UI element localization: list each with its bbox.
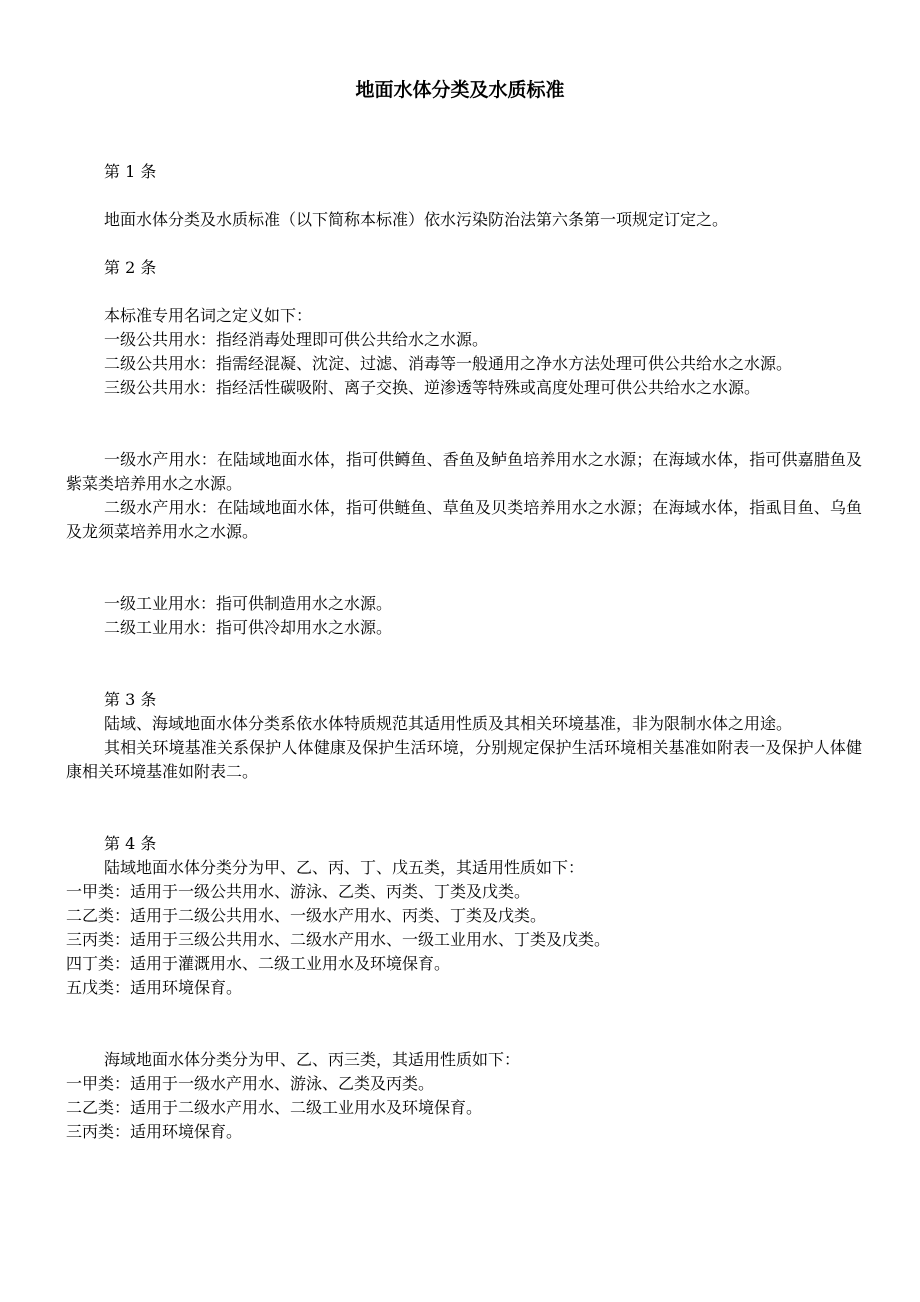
- sea-class-item: 一甲类：适用于一级水产用水、游泳、乙类及丙类。: [66, 1074, 435, 1093]
- definition-public-water-2: 二级公共用水：指需经混凝、沈淀、过滤、消毒等一般通用之净水方法处理可供公共给水之水源。: [104, 354, 793, 373]
- article-3-paragraph-2: 其相关环境基准关系保护人体健康及保护生活环境，分别规定保护生活环境相关基准如附表一及保护人体健康相关环境基准如附表二。: [66, 738, 862, 781]
- document-title: 地面水体分类及水质标准: [355, 79, 565, 101]
- article-2-intro: 本标准专用名词之定义如下：: [104, 306, 313, 325]
- article-2-heading: 第 2 条: [104, 258, 157, 277]
- definition-public-water-1: 一级公共用水：指经消毒处理即可供公共给水之水源。: [104, 330, 489, 349]
- definition-industrial-water-2: 二级工业用水：指可供冷却用水之水源。: [104, 618, 393, 637]
- land-class-item: 二乙类：适用于二级公共用水、一级水产用水、丙类、丁类及戊类。: [66, 906, 547, 925]
- land-class-item: 一甲类：适用于一级公共用水、游泳、乙类、丙类、丁类及戊类。: [66, 882, 531, 901]
- land-water-intro: 陆域地面水体分类分为甲、乙、丙、丁、戊五类，其适用性质如下：: [104, 858, 585, 877]
- article-1-paragraph: 地面水体分类及水质标准（以下简称本标准）依水污染防治法第六条第一项规定订定之。: [104, 210, 729, 229]
- definition-aquaculture-water-1: 一级水产用水：在陆域地面水体，指可供鳟鱼、香鱼及鲈鱼培养用水之水源；在海域水体，指可供嘉腊鱼及紫菜类培养用水之水源。: [66, 450, 862, 493]
- land-class-item: 五戊类：适用环境保育。: [66, 978, 243, 997]
- sea-class-item: 二乙类：适用于二级水产用水、二级工业用水及环境保育。: [66, 1098, 483, 1117]
- definition-aquaculture-water-2: 二级水产用水：在陆域地面水体，指可供鲢鱼、草鱼及贝类培养用水之水源；在海域水体，指虱目鱼、乌鱼及龙须菜培养用水之水源。: [66, 498, 862, 541]
- land-class-item: 四丁类：适用于灌溉用水、二级工业用水及环境保育。: [66, 954, 451, 973]
- land-class-item: 三丙类：适用于三级公共用水、二级水产用水、一级工业用水、丁类及戊类。: [66, 930, 611, 949]
- article-3-paragraph-1: 陆域、海域地面水体分类系依水体特质规范其适用性质及其相关环境基准，非为限制水体之用途。: [104, 714, 793, 733]
- sea-class-item: 三丙类：适用环境保育。: [66, 1122, 243, 1141]
- article-1-heading: 第 1 条: [104, 162, 157, 181]
- article-4-heading: 第 4 条: [104, 834, 157, 853]
- definition-industrial-water-1: 一级工业用水：指可供制造用水之水源。: [104, 594, 393, 613]
- sea-water-intro: 海域地面水体分类分为甲、乙、丙三类，其适用性质如下：: [104, 1050, 521, 1069]
- article-3-heading: 第 3 条: [104, 690, 157, 709]
- definition-public-water-3: 三级公共用水：指经活性碳吸附、离子交换、逆渗透等特殊或高度处理可供公共给水之水源。: [104, 378, 761, 397]
- document-body: [66, 160, 862, 1144]
